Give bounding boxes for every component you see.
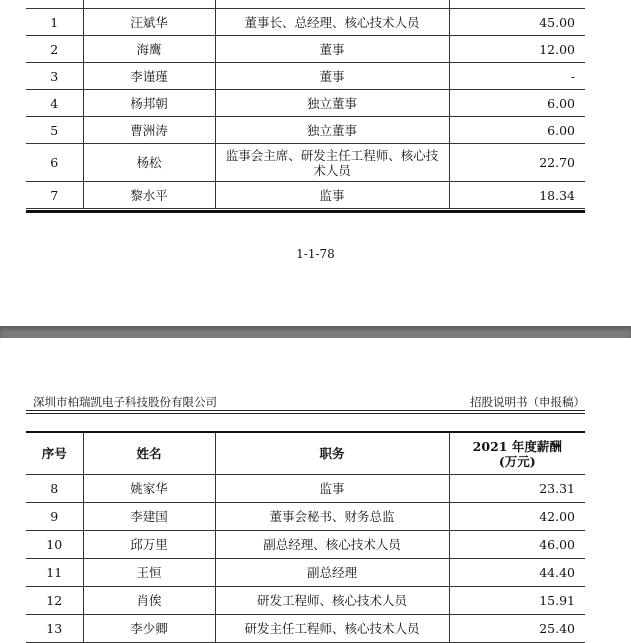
person-name: 曹洲涛 [83,117,215,144]
page-number: 1-1-78 [296,247,335,261]
row-number: 12 [26,587,83,615]
compensation-amount: 23.31 [449,475,585,503]
compensation-amount: 18.34 [449,182,585,209]
company-name: 深圳市柏瑞凯电子科技股份有限公司 [33,395,217,409]
table-row [26,531,585,559]
person-name: 李少卿 [83,615,215,643]
table-row [26,559,585,587]
person-position: 监事会主席、研发主任工程师、核心技术人员 [215,144,449,182]
person-position: 董事长、总经理、核心技术人员 [215,9,449,36]
compensation-amount: 45.00 [449,9,585,36]
compensation-amount: 44.40 [449,559,585,587]
person-name: 汪斌华 [83,9,215,36]
table-row [26,63,585,90]
header-rule [26,410,585,411]
row-number: 11 [26,559,83,587]
table-header-row [26,433,585,475]
person-name: 海鹰 [83,36,215,63]
compensation-amount: 6.00 [449,117,585,144]
table-row [26,9,585,36]
row-number: 2 [26,36,83,63]
header-name: 姓名 [83,433,215,475]
row-number: 13 [26,615,83,643]
person-position: 董事会秘书、财务总监 [215,503,449,531]
person-name: 黎水平 [83,182,215,209]
row-number: 10 [26,531,83,559]
person-name: 杨松 [83,144,215,182]
person-position: 独立董事 [215,90,449,117]
compensation-amount: 22.70 [449,144,585,182]
compensation-table [26,432,585,643]
row-number: 7 [26,182,83,209]
table-row [26,144,585,182]
header-compensation-unit: (万元) [498,453,536,469]
table-bottom-rule [26,210,585,213]
row-number: 1 [26,9,83,36]
table-top-rule [26,431,585,433]
person-position: 董事 [215,36,449,63]
compensation-amount: 15.91 [449,587,585,615]
table-row [26,475,585,503]
table-row [26,90,585,117]
row-number: 8 [26,475,83,503]
person-position: 监事 [215,475,449,503]
person-position: 独立董事 [215,117,449,144]
row-number: 6 [26,144,83,182]
header-rule-thin [26,413,585,414]
row-number: 9 [26,503,83,531]
table-row [26,587,585,615]
amount-header-unit [449,0,585,9]
row-number: 4 [26,90,83,117]
compensation-amount: 12.00 [449,36,585,63]
table-row [26,117,585,144]
header-number: 序号 [26,433,83,475]
header-position: 职务 [215,433,449,475]
compensation-amount: 25.40 [449,615,585,643]
row-number: 3 [26,63,83,90]
person-name: 杨邦朝 [83,90,215,117]
person-name: 李谨瑾 [83,63,215,90]
person-position: 董事 [215,63,449,90]
person-name: 肖俟 [83,587,215,615]
compensation-amount: 6.00 [449,90,585,117]
person-name: 姚家华 [83,475,215,503]
table-row [26,503,585,531]
table-row [26,36,585,63]
person-position: 研发工程师、核心技术人员 [215,587,449,615]
table-row [26,615,585,643]
header-compensation-year: 2021 年度薪酬 [472,438,562,454]
person-name: 王恒 [83,559,215,587]
row-number: 5 [26,117,83,144]
person-position: 副总经理 [215,559,449,587]
table-row [26,182,585,209]
header-compensation [449,433,585,475]
person-position: 监事 [215,182,449,209]
compensation-table-continued [26,0,585,209]
person-name: 邱万里 [83,531,215,559]
compensation-amount: 46.00 [449,531,585,559]
person-position: 研发主任工程师、核心技术人员 [215,615,449,643]
compensation-amount: 42.00 [449,503,585,531]
person-name: 李建国 [83,503,215,531]
page-separator [0,326,631,338]
table-header-stub [26,0,585,9]
person-position: 副总经理、核心技术人员 [215,531,449,559]
running-header [33,394,585,410]
document-title: 招股说明书（申报稿） [470,395,585,409]
compensation-amount: - [449,63,585,90]
